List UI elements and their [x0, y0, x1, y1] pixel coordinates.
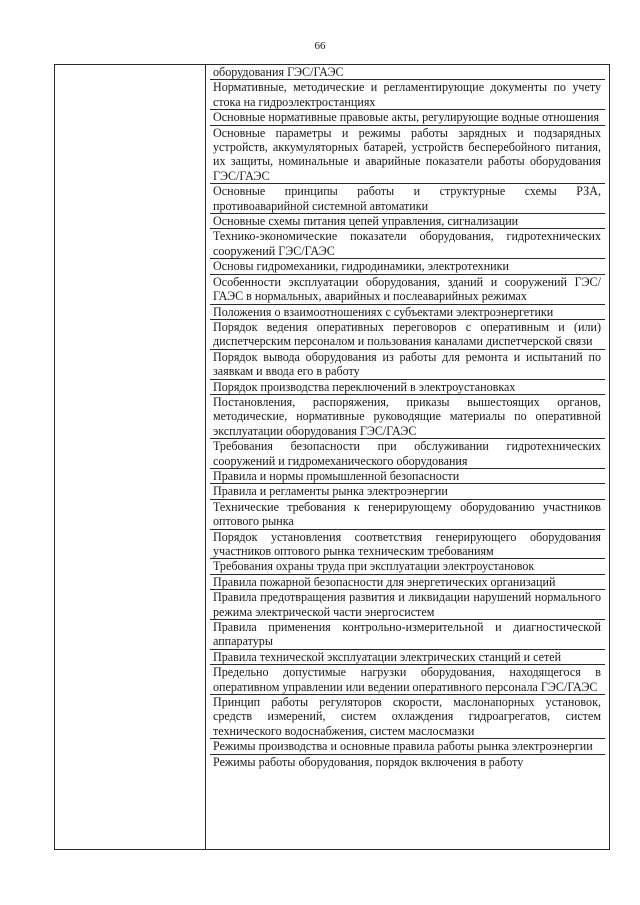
list-item: Порядок установления соответствия генерирующего оборудования участников оптового рынка техническим требованиям: [210, 530, 605, 560]
list-item: Положения о взаимоотношениях с субъектами электроэнергетики: [210, 305, 605, 320]
list-item: Предельно допустимые нагрузки оборудования, находящегося в оперативном управлении или ведении оперативного персонала ГЭС/ГАЭС: [210, 665, 605, 695]
list-item: Основные нормативные правовые акты, регулирующие водные отношения: [210, 110, 605, 125]
list-item: Основные принципы работы и структурные схемы РЗА, противоаварийной системной автоматики: [210, 184, 605, 214]
list-item: Технические требования к генерирующему оборудованию участников оптового рынка: [210, 500, 605, 530]
list-item: Правила и нормы промышленной безопасности: [210, 469, 605, 484]
list-item: Основные параметры и режимы работы зарядных и подзарядных устройств, аккумуляторных батарей, устройств бесперебойного питания, их защиты, номинальные и аварийные показатели работы оборудования ГЭС/ГАЭС: [210, 126, 605, 185]
list-item: Правила предотвращения развития и ликвидации нарушений нормального режима электрической части энергосистем: [210, 590, 605, 620]
empty-label-column: [55, 65, 206, 850]
list-item: Основные схемы питания цепей управления, сигнализации: [210, 214, 605, 229]
table-row: [55, 65, 610, 850]
list-item: Принцип работы регуляторов скорости, маслонапорных установок, средств измерений, систем охлаждения гидроагрегатов, систем технического водоснабжения, систем маслосмазки: [210, 695, 605, 739]
list-item: Порядок производства переключений в электроустановках: [210, 380, 605, 395]
list-item: Правила и регламенты рынка электроэнергии: [210, 484, 605, 499]
list-item: Особенности эксплуатации оборудования, зданий и сооружений ГЭС/ГАЭС в нормальных, аварийных и послеаварийных режимах: [210, 275, 605, 305]
list-item: Основы гидромеханики, гидродинамики, электротехники: [210, 259, 605, 274]
list-item: оборудования ГЭС/ГАЭС: [210, 65, 605, 80]
requirements-table: [54, 64, 610, 850]
list-item: Правила технической эксплуатации электрических станций и сетей: [210, 650, 605, 665]
list-item: Правила пожарной безопасности для энергетических организаций: [210, 575, 605, 590]
list-item: Правила применения контрольно-измерительной и диагностической аппаратуры: [210, 620, 605, 650]
list-item: Порядок вывода оборудования из работы для ремонта и испытаний по заявкам и ввода его в работу: [210, 350, 605, 380]
list-item: Нормативные, методические и регламентирующие документы по учету стока на гидроэлектростанциях: [210, 80, 605, 110]
page-number: 66: [314, 40, 326, 52]
list-item: Порядок ведения оперативных переговоров с оперативным и (или) диспетчерским персоналом и пользования каналами диспетчерской связи: [210, 320, 605, 350]
list-item: Режимы производства и основные правила работы рынка электроэнергии: [210, 739, 605, 754]
list-item: Технико-экономические показатели оборудования, гидротехнических сооружений ГЭС/ГАЭС: [210, 229, 605, 259]
list-item: Требования охраны труда при эксплуатации электроустановок: [210, 559, 605, 574]
knowledge-list-column: [206, 65, 610, 850]
list-item: Режимы работы оборудования, порядок включения в работу: [213, 754, 524, 769]
list-item: Требования безопасности при обслуживании гидротехнических сооружений и гидромеханического оборудования: [210, 439, 605, 469]
list-item: Постановления, распоряжения, приказы вышестоящих органов, методические, нормативные руководящие материалы по оперативной эксплуатации оборудования ГЭС/ГАЭС: [210, 395, 605, 439]
